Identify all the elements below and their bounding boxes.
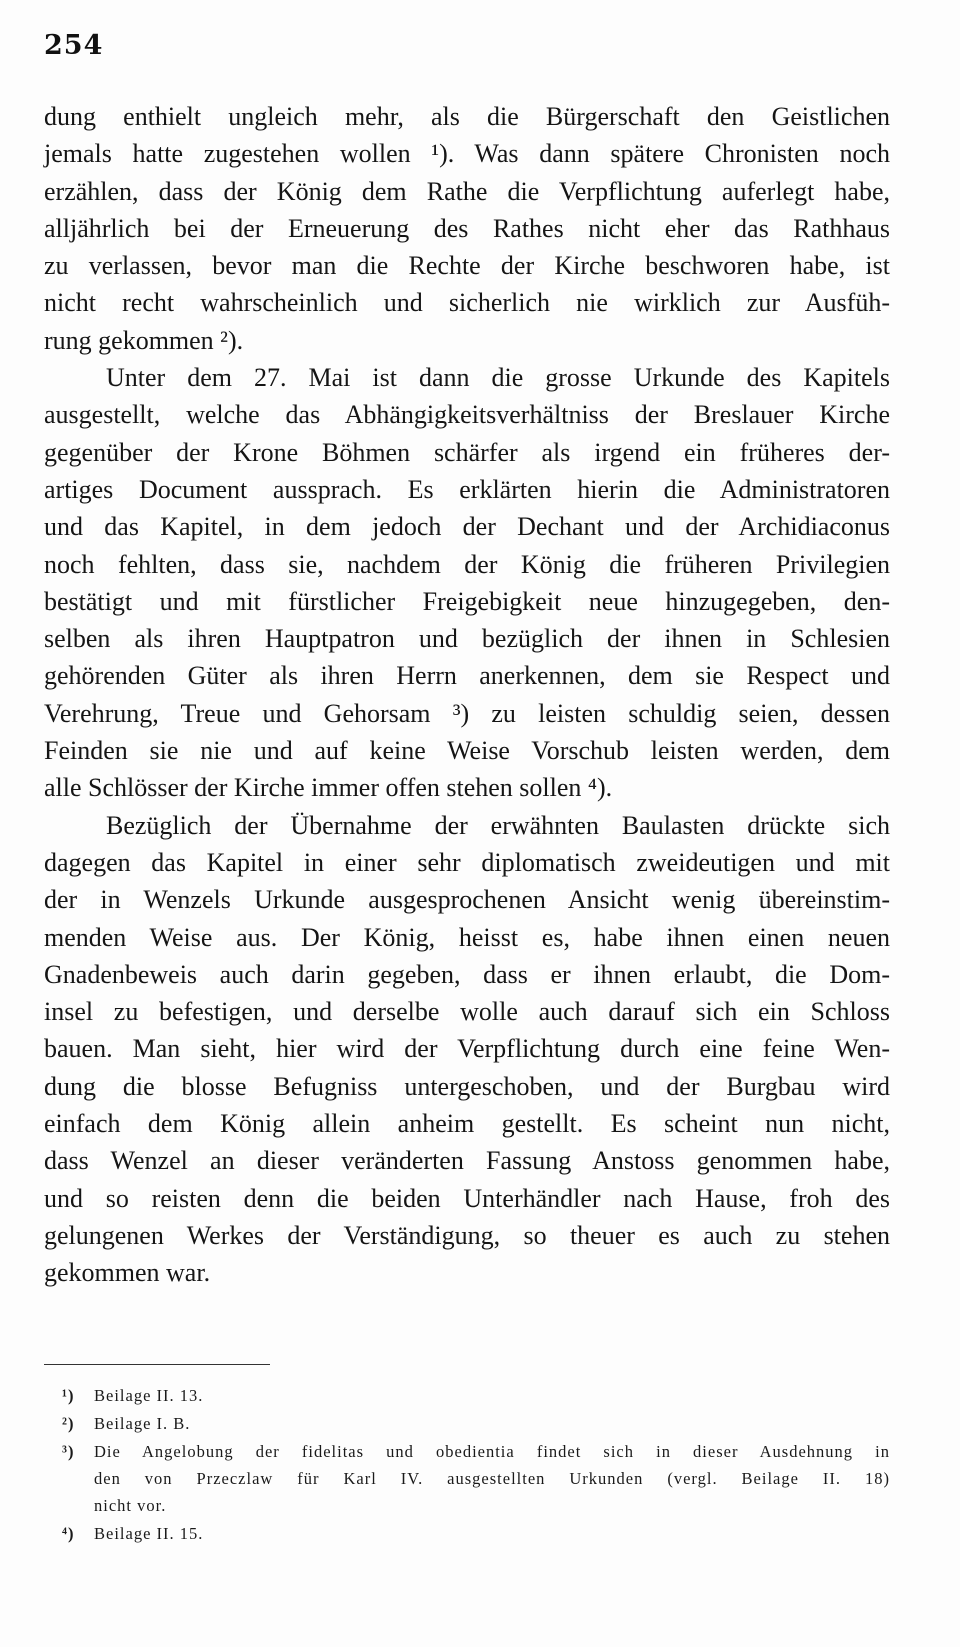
text-line: gehörenden Güter als ihren Herrn anerkennen, dem sie Respect und [44,661,890,691]
footnote-marker: ²) [62,1414,75,1433]
text-line: bestätigt und mit fürstlicher Freigebigkeit neue hinzugegeben, den- [44,586,890,616]
page-number: 254 [44,30,104,61]
text-line: gegenüber der Krone Böhmen schärfer als irgend ein früheres der- [44,437,890,467]
body-text [44,98,890,1292]
text-line: artiges Document aussprach. Es erklärten hierin die Administratoren [44,474,890,504]
text-line: alljährlich bei der Erneuerung des Rathes nicht eher das Rathhaus [44,213,890,243]
footnote-marker: ³) [62,1442,75,1461]
text-line: dung enthielt ungleich mehr, als die Bürgerschaft den Geistlichen [44,102,890,131]
text-line: erzählen, dass der König dem Rathe die Verpflichtung auferlegt habe, [44,176,890,206]
footnote-text: nicht vor. [94,1496,167,1515]
text-line: zu verlassen, bevor man die Rechte der Kirche beschworen habe, ist [44,251,890,281]
footnote-text: Beilage I. B. [94,1414,191,1433]
footnote [44,1410,890,1437]
footnote-text: Die Angelobung der fidelitas und obedientia findet sich in dieser Ausdehnung in [94,1442,890,1461]
text-line: rung gekommen ²). [44,325,244,355]
footnote-text: Beilage II. 15. [94,1524,204,1543]
footnote [44,1382,890,1409]
text-line: und das Kapitel, in dem jedoch der Dechant und der Archidiaconus [44,512,890,542]
text-line: gekommen war. [44,1258,211,1288]
footnote [44,1438,890,1519]
text-line: dung die blosse Befugniss untergeschoben, und der Burgbau wird [44,1071,890,1101]
text-line: der in Wenzels Urkunde ausgesprochenen Ansicht wenig übereinstim- [44,885,890,915]
footnote-rule [44,1364,270,1365]
text-line: bauen. Man sieht, hier wird der Verpflichtung durch eine feine Wen- [44,1034,890,1064]
text-line: noch fehlten, dass sie, nachdem der König die früheren Privilegien [44,549,890,579]
text-line: insel zu befestigen, und derselbe wolle auch darauf sich ein Schloss [44,997,890,1027]
text-line: Bezüglich der Übernahme der erwähnten Baulasten drückte sich [106,810,890,840]
text-line: gelungenen Werkes der Verständigung, so theuer es auch zu stehen [44,1220,890,1250]
text-line: Feinden sie nie und auf keine Weise Vorschub leisten werden, dem [44,736,890,766]
text-line: und so reisten denn die beiden Unterhändler nach Hause, froh des [44,1183,890,1213]
footnote-text: Beilage II. 13. [94,1386,204,1405]
footnote-text: den von Przeczlaw für Karl IV. ausgestellten Urkunden (vergl. Beilage II. 18) [94,1469,890,1488]
text-line: jemals hatte zugestehen wollen ¹). Was dann spätere Chronisten noch [44,139,890,169]
text-line: einfach dem König allein anheim gestellt. Es scheint nun nicht, [44,1109,890,1139]
footnotes [44,1382,890,1548]
footnote-marker: ¹) [62,1386,75,1405]
text-line: alle Schlösser der Kirche immer offen stehen sollen ⁴). [44,773,613,803]
text-line: selben als ihren Hauptpatron und bezüglich der ihnen in Schlesien [44,624,890,654]
text-line: Gnadenbeweis auch darin gegeben, dass er ihnen erlaubt, die Dom- [44,959,890,989]
text-line: dass Wenzel an dieser veränderten Fassung Anstoss genommen habe, [44,1146,890,1176]
footnote [44,1520,890,1547]
text-line: Unter dem 27. Mai ist dann die grosse Urkunde des Kapitels [106,363,890,393]
text-line: Verehrung, Treue und Gehorsam ³) zu leisten schuldig seien, dessen [44,698,890,728]
footnote-marker: ⁴) [62,1524,75,1543]
text-line: menden Weise aus. Der König, heisst es, habe ihnen einen neuen [44,922,890,952]
text-line: nicht recht wahrscheinlich und sicherlich nie wirklich zur Ausfüh- [44,288,890,318]
text-line: dagegen das Kapitel in einer sehr diplomatisch zweideutigen und mit [44,847,890,877]
text-line: ausgestellt, welche das Abhängigkeitsverhältniss der Breslauer Kirche [44,400,890,430]
